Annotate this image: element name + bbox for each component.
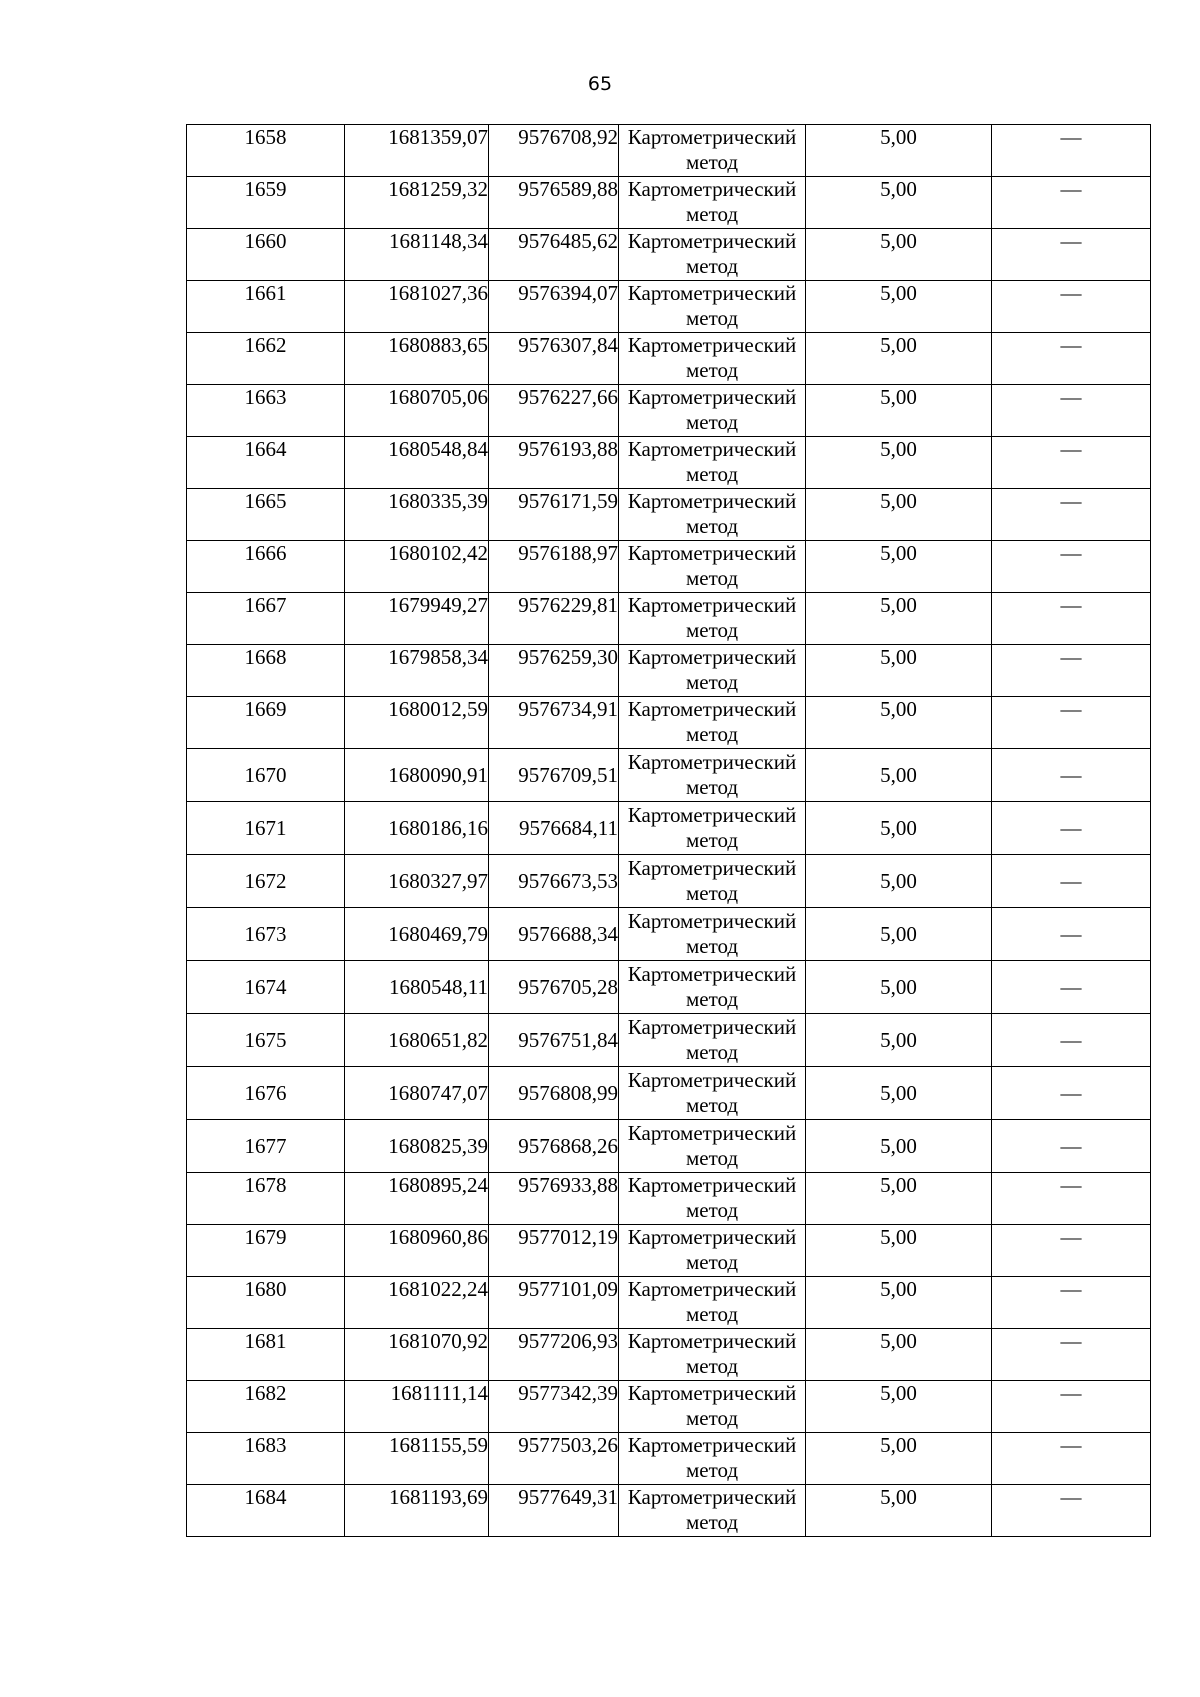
point-number-cell: 1684 [187, 1485, 345, 1537]
method-line-2: метод [685, 1458, 739, 1482]
method-line-1: Картометрический [627, 437, 797, 461]
y-coordinate-cell: 9576673,53 [489, 855, 619, 908]
accuracy-cell: 5,00 [806, 855, 992, 908]
y-coordinate-cell: 9576394,07 [489, 281, 619, 333]
point-number-cell: 1676 [187, 1067, 345, 1120]
method-line-2: метод [685, 150, 739, 174]
method-line-2: метод [685, 410, 739, 434]
point-number-cell: 1665 [187, 489, 345, 541]
description-cell: — [992, 697, 1151, 749]
table-row [187, 333, 1151, 385]
point-number-cell: 1668 [187, 645, 345, 697]
table-row [187, 125, 1151, 177]
y-coordinate-cell: 9577649,31 [489, 1485, 619, 1537]
point-number-cell: 1666 [187, 541, 345, 593]
accuracy-cell: 5,00 [806, 593, 992, 645]
method-cell [619, 437, 806, 489]
method-line-2: метод [685, 462, 739, 486]
x-coordinate-cell: 1680705,06 [345, 385, 489, 437]
method-cell [619, 125, 806, 177]
x-coordinate-cell: 1680960,86 [345, 1225, 489, 1277]
x-coordinate-cell: 1681027,36 [345, 281, 489, 333]
description-cell: — [992, 177, 1151, 229]
method-cell [619, 1485, 806, 1537]
y-coordinate-cell: 9576188,97 [489, 541, 619, 593]
point-number-cell: 1661 [187, 281, 345, 333]
method-line-2: метод [685, 514, 739, 538]
method-line-2: метод [685, 987, 739, 1011]
method-line-2: метод [685, 1510, 739, 1534]
description-cell: — [992, 437, 1151, 489]
point-number-cell: 1672 [187, 855, 345, 908]
table-row [187, 1277, 1151, 1329]
y-coordinate-cell: 9576688,34 [489, 908, 619, 961]
y-coordinate-cell: 9577206,93 [489, 1329, 619, 1381]
point-number-cell: 1675 [187, 1014, 345, 1067]
accuracy-cell: 5,00 [806, 177, 992, 229]
y-coordinate-cell: 9576171,59 [489, 489, 619, 541]
x-coordinate-cell: 1681111,14 [345, 1381, 489, 1433]
description-cell: — [992, 593, 1151, 645]
method-line-1: Картометрический [627, 697, 797, 721]
method-line-1: Картометрический [627, 1173, 797, 1197]
method-line-2: метод [685, 1406, 739, 1430]
method-cell [619, 802, 806, 855]
method-cell [619, 1433, 806, 1485]
method-cell [619, 541, 806, 593]
method-line-2: метод [685, 934, 739, 958]
description-cell: — [992, 1225, 1151, 1277]
method-line-1: Картометрический [627, 1225, 797, 1249]
y-coordinate-cell: 9576229,81 [489, 593, 619, 645]
x-coordinate-cell: 1681193,69 [345, 1485, 489, 1537]
method-line-2: метод [685, 306, 739, 330]
table-row [187, 1485, 1151, 1537]
description-cell: — [992, 385, 1151, 437]
accuracy-cell: 5,00 [806, 1014, 992, 1067]
table-row [187, 385, 1151, 437]
table-row [187, 281, 1151, 333]
method-line-2: метод [685, 1302, 739, 1326]
x-coordinate-cell: 1680012,59 [345, 697, 489, 749]
table-row [187, 177, 1151, 229]
table-row [187, 437, 1151, 489]
point-number-cell: 1683 [187, 1433, 345, 1485]
method-line-1: Картометрический [627, 909, 797, 933]
page-number: 65 [587, 73, 613, 95]
y-coordinate-cell: 9576259,30 [489, 645, 619, 697]
method-line-1: Картометрический [627, 281, 797, 305]
method-cell [619, 333, 806, 385]
description-cell: — [992, 749, 1151, 802]
x-coordinate-cell: 1680186,16 [345, 802, 489, 855]
y-coordinate-cell: 9576705,28 [489, 961, 619, 1014]
method-line-1: Картометрический [627, 385, 797, 409]
accuracy-cell: 5,00 [806, 385, 992, 437]
table-row [187, 749, 1151, 802]
table-row [187, 1225, 1151, 1277]
method-line-1: Картометрический [627, 803, 797, 827]
method-line-2: метод [685, 1250, 739, 1274]
x-coordinate-cell: 1681148,34 [345, 229, 489, 281]
description-cell: — [992, 1485, 1151, 1537]
accuracy-cell: 5,00 [806, 645, 992, 697]
x-coordinate-cell: 1681070,92 [345, 1329, 489, 1381]
method-line-1: Картометрический [627, 1381, 797, 1405]
point-number-cell: 1678 [187, 1173, 345, 1225]
description-cell: — [992, 1120, 1151, 1173]
point-number-cell: 1659 [187, 177, 345, 229]
x-coordinate-cell: 1680895,24 [345, 1173, 489, 1225]
table-row [187, 802, 1151, 855]
method-line-1: Картометрический [627, 229, 797, 253]
method-line-1: Картометрический [627, 1329, 797, 1353]
x-coordinate-cell: 1681259,32 [345, 177, 489, 229]
method-line-1: Картометрический [627, 750, 797, 774]
table-row [187, 489, 1151, 541]
method-cell [619, 697, 806, 749]
accuracy-cell: 5,00 [806, 1173, 992, 1225]
x-coordinate-cell: 1680102,42 [345, 541, 489, 593]
description-cell: — [992, 1381, 1151, 1433]
method-cell [619, 1225, 806, 1277]
method-line-1: Картометрический [627, 489, 797, 513]
description-cell: — [992, 1433, 1151, 1485]
description-cell: — [992, 645, 1151, 697]
method-cell [619, 489, 806, 541]
x-coordinate-cell: 1680327,97 [345, 855, 489, 908]
method-line-2: метод [685, 1146, 739, 1170]
accuracy-cell: 5,00 [806, 489, 992, 541]
y-coordinate-cell: 9577503,26 [489, 1433, 619, 1485]
method-line-2: метод [685, 202, 739, 226]
x-coordinate-cell: 1680883,65 [345, 333, 489, 385]
description-cell: — [992, 1329, 1151, 1381]
method-cell [619, 1173, 806, 1225]
description-cell: — [992, 1067, 1151, 1120]
method-cell [619, 1329, 806, 1381]
accuracy-cell: 5,00 [806, 1485, 992, 1537]
method-line-1: Картометрический [627, 593, 797, 617]
accuracy-cell: 5,00 [806, 281, 992, 333]
point-number-cell: 1669 [187, 697, 345, 749]
y-coordinate-cell: 9576734,91 [489, 697, 619, 749]
method-cell [619, 908, 806, 961]
point-number-cell: 1658 [187, 125, 345, 177]
point-number-cell: 1680 [187, 1277, 345, 1329]
method-line-2: метод [685, 881, 739, 905]
method-cell [619, 1067, 806, 1120]
description-cell: — [992, 229, 1151, 281]
table-row [187, 593, 1151, 645]
point-number-cell: 1677 [187, 1120, 345, 1173]
method-line-2: метод [685, 566, 739, 590]
description-cell: — [992, 1014, 1151, 1067]
method-cell [619, 749, 806, 802]
accuracy-cell: 5,00 [806, 749, 992, 802]
method-cell [619, 1277, 806, 1329]
y-coordinate-cell: 9577342,39 [489, 1381, 619, 1433]
y-coordinate-cell: 9576933,88 [489, 1173, 619, 1225]
accuracy-cell: 5,00 [806, 961, 992, 1014]
table-row [187, 697, 1151, 749]
point-number-cell: 1681 [187, 1329, 345, 1381]
method-cell [619, 855, 806, 908]
x-coordinate-cell: 1681022,24 [345, 1277, 489, 1329]
point-number-cell: 1662 [187, 333, 345, 385]
y-coordinate-cell: 9577012,19 [489, 1225, 619, 1277]
table-row [187, 1329, 1151, 1381]
method-line-2: метод [685, 254, 739, 278]
y-coordinate-cell: 9576709,51 [489, 749, 619, 802]
accuracy-cell: 5,00 [806, 908, 992, 961]
method-line-2: метод [685, 722, 739, 746]
method-cell [619, 385, 806, 437]
y-coordinate-cell: 9576227,66 [489, 385, 619, 437]
y-coordinate-cell: 9576485,62 [489, 229, 619, 281]
y-coordinate-cell: 9576708,92 [489, 125, 619, 177]
description-cell: — [992, 855, 1151, 908]
accuracy-cell: 5,00 [806, 541, 992, 593]
method-line-1: Картометрический [627, 1068, 797, 1092]
point-number-cell: 1670 [187, 749, 345, 802]
accuracy-cell: 5,00 [806, 697, 992, 749]
method-cell [619, 645, 806, 697]
x-coordinate-cell: 1680335,39 [345, 489, 489, 541]
table-row [187, 645, 1151, 697]
accuracy-cell: 5,00 [806, 125, 992, 177]
table-row [187, 541, 1151, 593]
table-row [187, 1120, 1151, 1173]
point-number-cell: 1674 [187, 961, 345, 1014]
x-coordinate-cell: 1681155,59 [345, 1433, 489, 1485]
accuracy-cell: 5,00 [806, 333, 992, 385]
method-line-1: Картометрический [627, 1433, 797, 1457]
accuracy-cell: 5,00 [806, 1225, 992, 1277]
x-coordinate-cell: 1680747,07 [345, 1067, 489, 1120]
method-line-1: Картометрический [627, 1015, 797, 1039]
point-number-cell: 1682 [187, 1381, 345, 1433]
description-cell: — [992, 489, 1151, 541]
method-line-2: метод [685, 670, 739, 694]
coordinates-table-body [187, 125, 1151, 1537]
table-row [187, 1433, 1151, 1485]
method-cell [619, 281, 806, 333]
table-row [187, 1067, 1151, 1120]
method-line-2: метод [685, 1040, 739, 1064]
method-line-1: Картометрический [627, 1121, 797, 1145]
table-row [187, 1173, 1151, 1225]
description-cell: — [992, 541, 1151, 593]
y-coordinate-cell: 9577101,09 [489, 1277, 619, 1329]
description-cell: — [992, 1277, 1151, 1329]
method-line-2: метод [685, 1198, 739, 1222]
method-cell [619, 229, 806, 281]
y-coordinate-cell: 9576684,11 [489, 802, 619, 855]
accuracy-cell: 5,00 [806, 1067, 992, 1120]
x-coordinate-cell: 1680548,11 [345, 961, 489, 1014]
method-line-2: метод [685, 775, 739, 799]
point-number-cell: 1660 [187, 229, 345, 281]
method-cell [619, 1120, 806, 1173]
description-cell: — [992, 281, 1151, 333]
description-cell: — [992, 961, 1151, 1014]
x-coordinate-cell: 1680548,84 [345, 437, 489, 489]
method-cell [619, 1014, 806, 1067]
method-line-1: Картометрический [627, 125, 797, 149]
y-coordinate-cell: 9576751,84 [489, 1014, 619, 1067]
table-row [187, 1381, 1151, 1433]
method-line-1: Картометрический [627, 1277, 797, 1301]
method-line-1: Картометрический [627, 962, 797, 986]
y-coordinate-cell: 9576589,88 [489, 177, 619, 229]
description-cell: — [992, 802, 1151, 855]
method-cell [619, 593, 806, 645]
method-line-2: метод [685, 1093, 739, 1117]
method-cell [619, 177, 806, 229]
x-coordinate-cell: 1680469,79 [345, 908, 489, 961]
point-number-cell: 1679 [187, 1225, 345, 1277]
point-number-cell: 1663 [187, 385, 345, 437]
accuracy-cell: 5,00 [806, 1433, 992, 1485]
method-line-2: метод [685, 828, 739, 852]
point-number-cell: 1671 [187, 802, 345, 855]
accuracy-cell: 5,00 [806, 1381, 992, 1433]
y-coordinate-cell: 9576307,84 [489, 333, 619, 385]
method-line-1: Картометрический [627, 645, 797, 669]
table-row [187, 229, 1151, 281]
accuracy-cell: 5,00 [806, 802, 992, 855]
accuracy-cell: 5,00 [806, 1329, 992, 1381]
y-coordinate-cell: 9576808,99 [489, 1067, 619, 1120]
description-cell: — [992, 908, 1151, 961]
method-line-2: метод [685, 358, 739, 382]
point-number-cell: 1664 [187, 437, 345, 489]
method-line-2: метод [685, 1354, 739, 1378]
method-line-1: Картометрический [627, 333, 797, 357]
x-coordinate-cell: 1680825,39 [345, 1120, 489, 1173]
coordinates-table [186, 124, 1151, 1537]
y-coordinate-cell: 9576193,88 [489, 437, 619, 489]
x-coordinate-cell: 1681359,07 [345, 125, 489, 177]
x-coordinate-cell: 1680090,91 [345, 749, 489, 802]
method-line-1: Картометрический [627, 177, 797, 201]
description-cell: — [992, 1173, 1151, 1225]
accuracy-cell: 5,00 [806, 229, 992, 281]
table-row [187, 855, 1151, 908]
x-coordinate-cell: 1679858,34 [345, 645, 489, 697]
method-line-1: Картометрический [627, 1485, 797, 1509]
y-coordinate-cell: 9576868,26 [489, 1120, 619, 1173]
point-number-cell: 1667 [187, 593, 345, 645]
method-line-1: Картометрический [627, 541, 797, 565]
accuracy-cell: 5,00 [806, 1277, 992, 1329]
accuracy-cell: 5,00 [806, 437, 992, 489]
method-cell [619, 1381, 806, 1433]
table-row [187, 1014, 1151, 1067]
x-coordinate-cell: 1679949,27 [345, 593, 489, 645]
x-coordinate-cell: 1680651,82 [345, 1014, 489, 1067]
accuracy-cell: 5,00 [806, 1120, 992, 1173]
table-row [187, 961, 1151, 1014]
method-line-2: метод [685, 618, 739, 642]
method-cell [619, 961, 806, 1014]
point-number-cell: 1673 [187, 908, 345, 961]
method-line-1: Картометрический [627, 856, 797, 880]
table-row [187, 908, 1151, 961]
description-cell: — [992, 125, 1151, 177]
description-cell: — [992, 333, 1151, 385]
